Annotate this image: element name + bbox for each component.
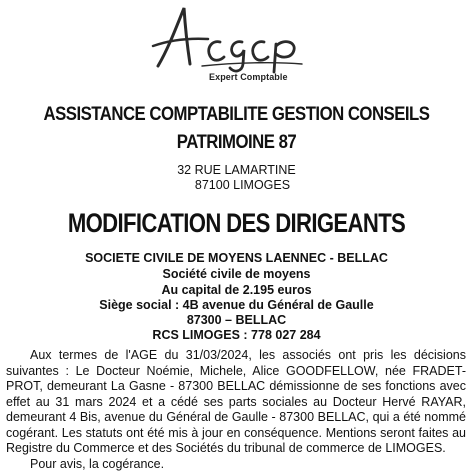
company-address-city: 87100 LIMOGES xyxy=(194,178,291,192)
entity-registered-office: Siège social : 4B avenue du Général de Gaulle xyxy=(99,298,374,312)
company-name: ASSISTANCE COMPTABILITE GESTION CONSEILS xyxy=(43,103,430,125)
entity-legal-form: Société civile de moyens xyxy=(162,267,311,281)
entity-name: SOCIETE CIVILE DE MOYENS LAENNEC - BELLAC xyxy=(85,251,388,265)
entity-city: 87300 – BELLAC xyxy=(186,313,287,327)
entity-rcs-number: RCS LIMOGES : 778 027 284 xyxy=(152,328,321,342)
entity-capital: Au capital de 2.195 euros xyxy=(161,283,312,297)
company-subtitle: PATRIMOINE 87 xyxy=(176,131,297,153)
acgcp-logo xyxy=(150,4,310,84)
notice-body-paragraph: Aux termes de l'AGE du 31/03/2024, les associés ont pris les décisions suivantes : Le Docteur Noémie, Michele, Alice GOODFELLOW, née FRADET-PROT, demeurant La Gasne - 87300 BELLAC démissionne de ses fonctions avec effet au 31 mars 2024 et a cédé ses parts sociales au Docteur Hervé RAYAR, demeurant 4 Bis, avenue du Général de Gaulle - 87300 BELLAC, qui a été nommé cogérant. Les statuts ont été mis à jour en conséquence. Mentions seront faites au Registre du Commerce et des Sociétés du tribunal de commerce de LIMOGES. xyxy=(6,348,466,455)
logo-wordmark-icon xyxy=(150,4,310,74)
notice-closing: Pour avis, la cogérance. xyxy=(30,457,165,471)
notice-title: MODIFICATION DES DIRIGEANTS xyxy=(67,208,406,238)
logo-tagline: Expert Comptable xyxy=(209,72,288,82)
company-address-street: 32 RUE LAMARTINE xyxy=(177,163,296,177)
